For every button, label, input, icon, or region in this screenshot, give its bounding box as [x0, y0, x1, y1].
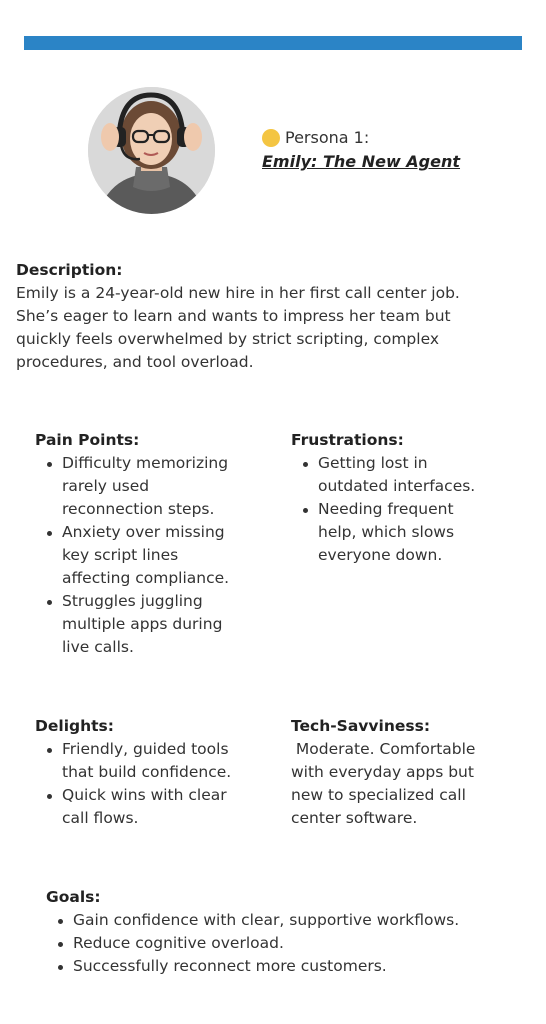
- frustrations-heading: Frustrations:: [291, 431, 404, 449]
- goals-heading: Goals:: [46, 888, 101, 906]
- list-item-line: Difficulty memorizing: [62, 454, 229, 472]
- list-item: [35, 784, 260, 830]
- persona-label-row: [262, 126, 460, 150]
- persona-label: Persona 1:: [285, 128, 370, 147]
- persona-header: [262, 126, 460, 174]
- pain-points-section: [35, 429, 260, 659]
- tech-savviness-line: center software.: [291, 809, 418, 827]
- list-item: [291, 498, 506, 567]
- delights-section: [35, 715, 260, 830]
- list-item-line: reconnection steps.: [62, 500, 215, 518]
- list-item-line: live calls.: [62, 638, 134, 656]
- list-item-line: call flows.: [62, 809, 139, 827]
- tech-savviness-line: Moderate. Comfortable: [291, 740, 476, 758]
- tech-savviness-section: [291, 715, 516, 830]
- description-line: Emily is a 24-year-old new hire in her first call center job.: [16, 284, 460, 302]
- description-heading: Description:: [16, 261, 123, 279]
- list-item-line: Gain confidence with clear, supportive workflows.: [73, 911, 460, 929]
- header-accent-bar: [24, 36, 522, 50]
- description-line: She’s eager to learn and wants to impress her team but: [16, 307, 451, 325]
- list-item-line: Quick wins with clear: [62, 786, 227, 804]
- list-item: [35, 452, 260, 521]
- goals-list: [46, 909, 526, 978]
- list-item-line: affecting compliance.: [62, 569, 230, 587]
- list-item: [46, 932, 526, 955]
- list-item: [46, 955, 526, 978]
- frustrations-list: [291, 452, 506, 567]
- list-item: [35, 590, 260, 659]
- avatar: [88, 87, 215, 214]
- tech-savviness-line: with everyday apps but: [291, 763, 474, 781]
- list-item-line: Getting lost in: [318, 454, 428, 472]
- list-item-line: help, which slows: [318, 523, 455, 541]
- list-item-line: Friendly, guided tools: [62, 740, 229, 758]
- list-item: [35, 738, 260, 784]
- list-item-line: rarely used: [62, 477, 150, 495]
- description-line: quickly feels overwhelmed by strict scripting, complex: [16, 330, 440, 348]
- list-item: [46, 909, 526, 932]
- list-item: [291, 452, 506, 498]
- list-item-line: outdated interfaces.: [318, 477, 476, 495]
- description-line: procedures, and tool overload.: [16, 353, 254, 371]
- persona-photo: [88, 87, 215, 214]
- persona-name: Emily: The New Agent: [262, 152, 461, 171]
- list-item-line: Needing frequent: [318, 500, 454, 518]
- list-item-line: that build confidence.: [62, 763, 232, 781]
- list-item-line: Anxiety over missing: [62, 523, 225, 541]
- delights-list: [35, 738, 260, 830]
- description-section: [16, 259, 531, 374]
- goals-section: [46, 886, 526, 978]
- list-item-line: everyone down.: [318, 546, 443, 564]
- list-item-line: multiple apps during: [62, 615, 223, 633]
- tech-savviness-line: new to specialized call: [291, 786, 466, 804]
- woman-emoji-icon: [262, 129, 280, 147]
- frustrations-section: [291, 429, 506, 567]
- pain-points-list: [35, 452, 260, 659]
- list-item: [35, 521, 260, 590]
- list-item-line: Successfully reconnect more customers.: [73, 957, 387, 975]
- list-item-line: key script lines: [62, 546, 179, 564]
- tech-savviness-heading: Tech-Savviness:: [291, 717, 431, 735]
- delights-heading: Delights:: [35, 717, 114, 735]
- pain-points-heading: Pain Points:: [35, 431, 140, 449]
- list-item-line: Reduce cognitive overload.: [73, 934, 284, 952]
- list-item-line: Struggles juggling: [62, 592, 203, 610]
